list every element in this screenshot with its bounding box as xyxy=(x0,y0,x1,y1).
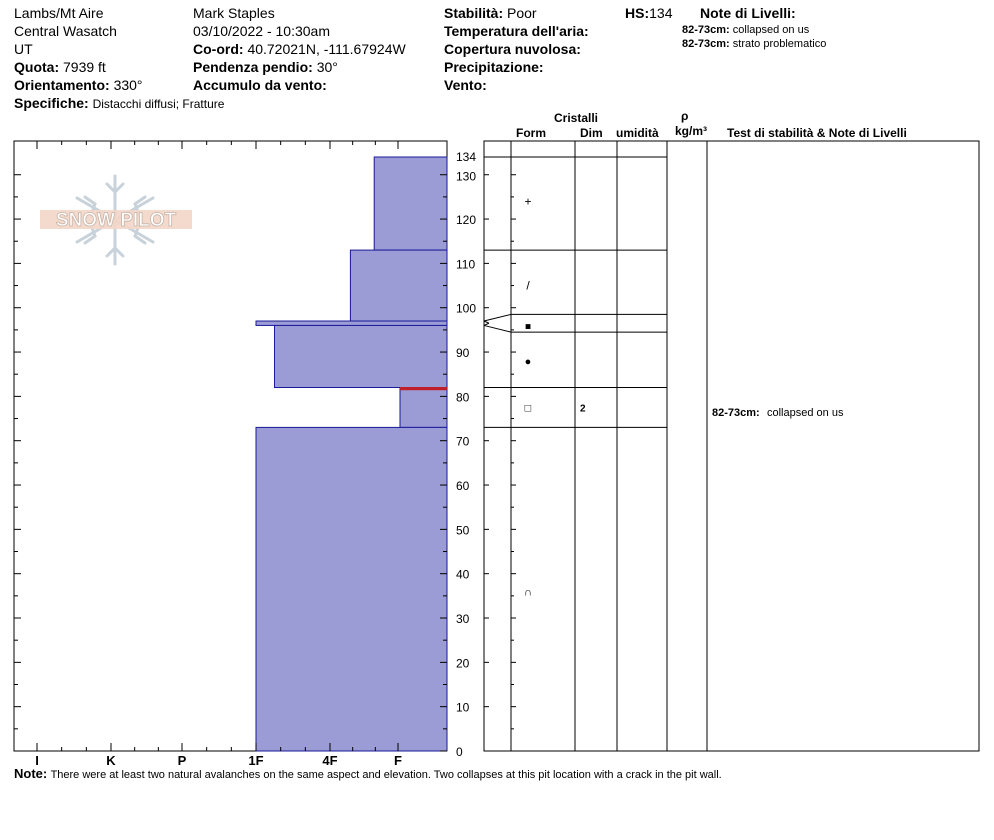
aspect-label: Orientamento: xyxy=(14,77,110,93)
layer-note-text: collapsed on us xyxy=(732,24,810,36)
datetime: 03/10/2022 - 10:30am xyxy=(193,23,330,39)
hardness-tick-label: F xyxy=(394,753,402,768)
aspect-value: 330° xyxy=(113,77,143,93)
crystal-form-decomposing: / xyxy=(526,278,530,293)
location: Lambs/Mt Aire xyxy=(14,5,104,21)
form-header: Form xyxy=(516,126,546,140)
hardness-tick-label: I xyxy=(35,753,39,768)
stability-value: Poor xyxy=(507,5,537,21)
density-header: kg/m³ xyxy=(675,124,708,138)
depth-tick-label: 80 xyxy=(456,390,470,405)
depth-tick-label: 10 xyxy=(456,700,470,715)
sky-label: Copertura nuvolosa: xyxy=(444,41,581,57)
crystal-form-faceted: □ xyxy=(524,402,532,415)
depth-tick-label: 0 xyxy=(456,745,463,759)
hs-label: HS: xyxy=(625,5,650,21)
hardness-layer-bar xyxy=(256,427,447,751)
observer: Mark Staples xyxy=(193,5,275,21)
depth-tick-label: 30 xyxy=(456,612,470,627)
slope-value: 30° xyxy=(316,59,338,75)
crystal-size: 2 xyxy=(580,403,586,415)
depth-tick-label: 90 xyxy=(456,346,470,361)
tests-header: Test di stabilità & Note di Livelli xyxy=(727,126,907,140)
test-note-text: collapsed on us xyxy=(767,406,844,419)
coord-label: Co-ord: xyxy=(193,41,244,57)
specifics-label: Specifiche: xyxy=(14,95,89,111)
state: UT xyxy=(14,41,33,57)
size-header: Dim xyxy=(580,126,603,140)
crystal-form-rounded: ● xyxy=(524,355,532,368)
logo-text: SNOW PILOT xyxy=(55,210,177,231)
rho-header: ρ xyxy=(681,109,689,123)
hardness-tick-label: 1F xyxy=(248,753,264,768)
precip-label: Precipitazione: xyxy=(444,59,544,75)
footer-note xyxy=(14,767,722,782)
hs-value: 134 xyxy=(649,5,673,21)
wind-label: Vento: xyxy=(444,77,487,93)
coord-value: 40.72021N, -111.67924W xyxy=(247,41,406,57)
crystal-form-precipitation: + xyxy=(524,194,532,209)
depth-tick-label: 60 xyxy=(456,479,470,494)
thin-layer-connector xyxy=(484,325,511,332)
depth-tick-label: 40 xyxy=(456,567,470,582)
layer-note-range: 82-73cm: xyxy=(682,24,730,36)
depth-tick-label: 20 xyxy=(456,656,470,671)
test-note-range: 82-73cm: xyxy=(712,406,760,419)
elevation-value: 7939 ft xyxy=(63,59,106,75)
moisture-header: umidità xyxy=(616,126,659,140)
layer-note-text: strato problematico xyxy=(732,38,827,50)
hardness-layer-bar xyxy=(350,250,447,321)
thin-layer-connector xyxy=(484,314,511,321)
elevation-label: Quota: xyxy=(14,59,60,75)
hardness-layer-bar xyxy=(275,325,448,387)
air-temp-label: Temperatura dell'aria: xyxy=(444,23,589,39)
hardness-layer-bar xyxy=(374,157,447,250)
depth-tick-label: 100 xyxy=(456,301,477,316)
specifics-value: Distacchi diffusi; Fratture xyxy=(92,97,225,111)
note-text: There were at least two natural avalanches on the same aspect and elevation. Two collapses at this pit location with a crack in the pit wall. xyxy=(50,769,722,781)
hardness-layer-bar xyxy=(400,388,447,428)
hardness-layer-bar xyxy=(256,321,447,325)
hardness-tick-label: K xyxy=(106,753,116,768)
depth-tick-label: 120 xyxy=(456,213,477,228)
layer-notes-title: Note di Livelli: xyxy=(700,5,796,21)
wind-load-label: Accumulo da vento: xyxy=(193,77,327,93)
crystal-form-depth-hoar: ∩ xyxy=(524,586,532,599)
thin-layer-connector xyxy=(484,321,489,323)
hardness-tick-label: 4F xyxy=(322,753,338,768)
slope-label: Pendenza pendio: xyxy=(193,59,313,75)
depth-tick-label: 110 xyxy=(456,257,476,272)
depth-tick-label: 130 xyxy=(456,169,477,184)
depth-tick-label: 50 xyxy=(456,523,470,538)
crystals-header: Cristalli xyxy=(554,111,599,125)
stability-label: Stabilità: xyxy=(444,5,504,21)
depth-tick-label: 134 xyxy=(456,150,477,164)
layer-grid-frame xyxy=(484,141,979,751)
mountain-range: Central Wasatch xyxy=(14,23,117,39)
crystal-form-melt-freeze-crust: ■ xyxy=(524,321,532,333)
depth-tick-label: 70 xyxy=(456,434,470,449)
layer-note-range: 82-73cm: xyxy=(682,38,730,50)
hardness-tick-label: P xyxy=(177,753,187,768)
note-label: Note: xyxy=(14,766,48,781)
thin-layer-connector xyxy=(484,323,489,325)
problem-layer-marker xyxy=(400,387,447,390)
